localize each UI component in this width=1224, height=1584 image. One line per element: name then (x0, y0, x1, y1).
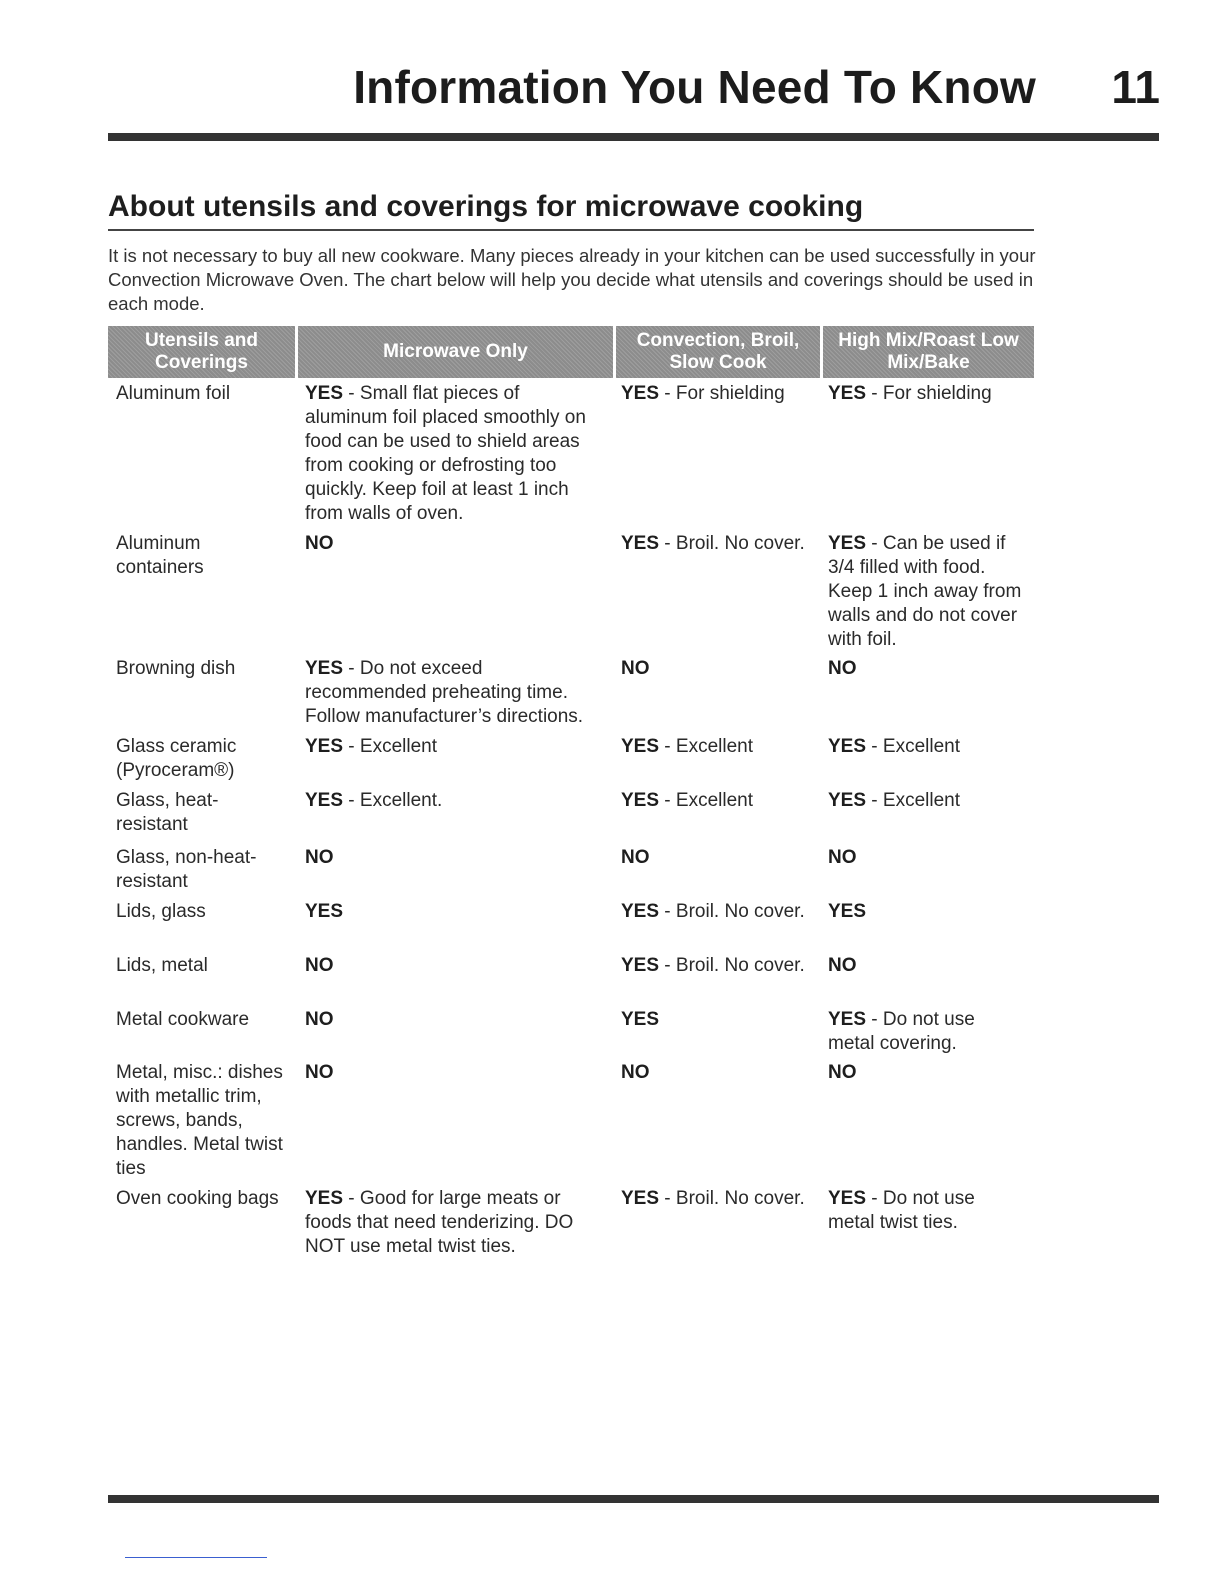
top-divider (108, 133, 1159, 141)
mix-cell (821, 735, 1034, 789)
table-row (108, 735, 1034, 789)
bottom-divider (108, 1495, 1159, 1503)
microwave-verdict: YES (305, 383, 344, 404)
mix-cell (821, 789, 1034, 846)
utensil-name: Browning dish (116, 658, 236, 679)
mix-note: - Excellent (866, 790, 961, 811)
mix-verdict: NO (828, 955, 857, 976)
mix-cell (821, 657, 1034, 735)
table-row (108, 954, 1034, 1008)
microwave-verdict: YES (305, 790, 344, 811)
microwave-verdict: YES (305, 658, 344, 679)
microwave-cell (298, 1008, 614, 1061)
mix-verdict: YES (828, 736, 867, 757)
mix-verdict: YES (828, 790, 867, 811)
microwave-verdict: NO (305, 955, 334, 976)
microwave-note: - Excellent. (343, 790, 443, 811)
utensil-name: Lids, metal (116, 955, 208, 976)
convection-verdict: NO (621, 847, 650, 868)
mix-cell (821, 954, 1034, 1008)
mix-note: - Do not use metal twist ties. (828, 1188, 975, 1233)
convection-verdict: YES (621, 736, 660, 757)
convection-cell (614, 1187, 821, 1257)
microwave-cell (298, 954, 614, 1008)
mix-note: - For shielding (866, 383, 992, 404)
mix-verdict: YES (828, 383, 867, 404)
utensil-name: Lids, glass (116, 901, 206, 922)
utensil-name: Metal cookware (116, 1009, 250, 1030)
utensil-name: Glass, non-heat-resistant (116, 847, 257, 892)
utensil-name: Metal, misc.: dishes with metallic trim, screws, bands, handles. Metal twist ties (116, 1062, 283, 1179)
intro-paragraph: It is not necessary to buy all new cookware. Many pieces already in your kitchen can be used successfully in your Convection Microwave Oven. The chart below will help you decide what utensils and coverings should be used in each mode. (108, 245, 1036, 314)
microwave-cell (298, 735, 614, 789)
convection-cell (614, 382, 821, 532)
convection-verdict: YES (621, 1009, 660, 1030)
microwave-verdict: NO (305, 533, 334, 554)
table-row (108, 1187, 1034, 1257)
mix-note: - Do not use metal covering. (828, 1009, 975, 1054)
microwave-note: - Small flat pieces of aluminum foil placed smoothly on food can be used to shield areas from cooking or defrosting too quickly. Keep foil at least 1 inch from walls of oven. (305, 383, 586, 524)
mix-verdict: YES (828, 533, 867, 554)
table-body (108, 382, 1034, 1257)
microwave-verdict: NO (305, 1062, 334, 1083)
microwave-note: - Excellent (343, 736, 438, 757)
mix-verdict: NO (828, 847, 857, 868)
convection-cell (614, 657, 821, 735)
convection-verdict: NO (621, 1062, 650, 1083)
microwave-verdict: YES (305, 901, 344, 922)
microwave-verdict: NO (305, 1009, 334, 1030)
table-row (108, 1008, 1034, 1061)
convection-verdict: YES (621, 1188, 660, 1209)
microwave-note: - Do not exceed recommended preheating time. Follow manufacturer’s directions. (305, 658, 584, 727)
mix-note: - Can be used if 3/4 filled with food. Keep 1 inch away from walls and do not cover with foil. (828, 533, 1022, 650)
microwave-note: - Good for large meats or foods that need tenderizing. DO NOT use metal twist ties. (305, 1188, 574, 1257)
mix-cell (821, 1061, 1034, 1187)
microwave-cell (298, 532, 614, 657)
mix-cell (821, 1187, 1034, 1257)
microwave-verdict: NO (305, 847, 334, 868)
convection-cell (614, 735, 821, 789)
mix-verdict: NO (828, 1062, 857, 1083)
convection-cell (614, 900, 821, 954)
microwave-cell (298, 382, 614, 532)
table-row (108, 900, 1034, 954)
table-header (108, 326, 1034, 378)
table-row (108, 532, 1034, 657)
table-row (108, 789, 1034, 846)
convection-cell (614, 789, 821, 846)
mix-verdict: YES (828, 1009, 867, 1030)
microwave-verdict: YES (305, 736, 344, 757)
section-divider (108, 229, 1034, 231)
convection-cell (614, 846, 821, 900)
header-microwave-only: Microwave Only (298, 326, 613, 378)
table-row (108, 846, 1034, 900)
convection-note: - Excellent (659, 790, 754, 811)
microwave-cell (298, 900, 614, 954)
footer-link-line (125, 1557, 267, 1558)
microwave-verdict: YES (305, 1188, 344, 1209)
microwave-cell (298, 657, 614, 735)
header-utensils: Utensils and Coverings (108, 326, 295, 378)
mix-cell (821, 900, 1034, 954)
mix-cell (821, 382, 1034, 532)
header-convection: Convection, Broil, Slow Cook (616, 326, 820, 378)
convection-verdict: YES (621, 790, 660, 811)
convection-note: - Broil. No cover. (659, 533, 805, 554)
utensil-name: Glass, heat-resistant (116, 790, 219, 835)
microwave-cell (298, 1187, 614, 1257)
table-row (108, 657, 1034, 735)
utensil-name: Oven cooking bags (116, 1188, 279, 1209)
convection-cell (614, 1061, 821, 1187)
page-title: Information You Need To Know (353, 61, 1036, 113)
mix-note: - Excellent (866, 736, 961, 757)
mix-cell (821, 846, 1034, 900)
convection-verdict: NO (621, 658, 650, 679)
microwave-cell (298, 846, 614, 900)
mix-verdict: NO (828, 658, 857, 679)
mix-verdict: YES (828, 901, 867, 922)
microwave-cell (298, 1061, 614, 1187)
convection-note: - Broil. No cover. (659, 955, 805, 976)
utensil-name: Aluminum foil (116, 383, 231, 404)
mix-verdict: YES (828, 1188, 867, 1209)
convection-verdict: YES (621, 901, 660, 922)
section-title: About utensils and coverings for microwave cooking (108, 190, 864, 223)
convection-note: - Excellent (659, 736, 754, 757)
mix-cell (821, 532, 1034, 657)
convection-cell (614, 532, 821, 657)
mix-cell (821, 1008, 1034, 1061)
table-row (108, 382, 1034, 532)
convection-verdict: YES (621, 955, 660, 976)
table-row (108, 1061, 1034, 1187)
convection-note: - Broil. No cover. (659, 1188, 805, 1209)
convection-note: - Broil. No cover. (659, 901, 805, 922)
convection-verdict: YES (621, 383, 660, 404)
page-number: 11 (1111, 61, 1160, 113)
convection-verdict: YES (621, 533, 660, 554)
utensil-name: Aluminum containers (116, 533, 204, 578)
convection-cell (614, 1008, 821, 1061)
microwave-cell (298, 789, 614, 846)
convection-cell (614, 954, 821, 1008)
convection-note: - For shielding (659, 383, 785, 404)
header-mix: High Mix/Roast Low Mix/Bake (823, 326, 1034, 378)
utensil-name: Glass ceramic (Pyroceram®) (116, 736, 237, 781)
